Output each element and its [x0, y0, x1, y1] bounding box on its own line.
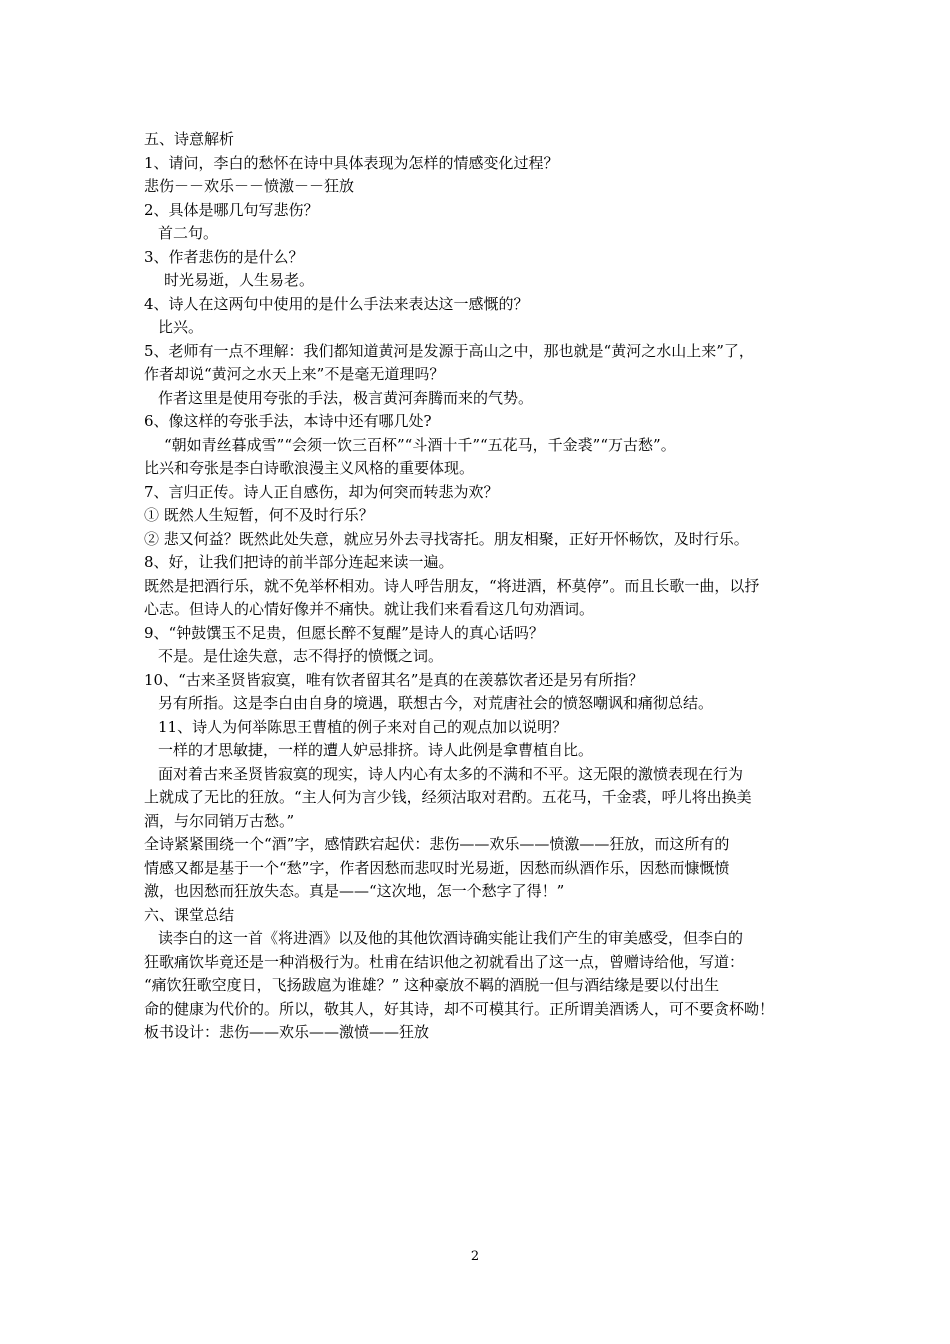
answer-10: 另有所指。这是李白由自身的境遇，联想古今，对荒唐社会的愤怒嘲讽和痛彻总结。 [158, 694, 714, 712]
question-2: 2、具体是哪几句写悲伤？ [144, 200, 319, 219]
paragraph-8-line-2: 心志。但诗人的心情好像并不痛快。就让我们来看看这几句劝酒词。 [144, 600, 595, 618]
section-heading-5: 五、诗意解析 [144, 130, 235, 148]
paragraph-11-line-1: 面对着古来圣贤皆寂寞的现实，诗人内心有太多的不满和不平。这无限的激愤表现在行为 [158, 764, 744, 783]
document-body [144, 128, 820, 1045]
question-9: 9、“钟鼓馔玉不足贵，但愿长醉不复醒”是诗人的真心话吗？ [144, 623, 544, 642]
paragraph-8-line-1: 既然是把酒行乐，就不免举杯相劝。诗人呼告朋友，“将进酒，杯莫停”。而且长歌一曲，以抒 [144, 576, 760, 595]
paragraph-11-line-3: 酒，与尔同销万古愁。” [144, 811, 295, 830]
conclusion-line-3: “痛饮狂歌空度日，飞扬跋扈为谁雄？” 这种豪放不羁的酒脱一但与酒结缘是要以付出生 [144, 976, 720, 994]
answer-11: 一样的才思敏捷，一样的遭人妒忌排挤。诗人此例是拿曹植自比。 [158, 741, 594, 759]
question-10: 10、“古来圣贤皆寂寞，唯有饮者留其名”是真的在羡慕饮者还是另有所指？ [144, 670, 644, 689]
question-7: 7、言归正传。诗人正自感伤，却为何突而转悲为欢？ [144, 482, 499, 501]
board-design: 板书设计：悲伤——欢乐——激愤——狂放 [144, 1023, 430, 1041]
answer-5: 作者这里是使用夸张的手法，极言黄河奔腾而来的气势。 [158, 388, 534, 407]
question-3: 3、作者悲伤的是什么？ [144, 247, 304, 266]
question-11: 11、诗人为何举陈思王曹植的例子来对自己的观点加以说明？ [158, 717, 568, 736]
conclusion-line-1: 读李白的这一首《将进酒》以及他的其他饮酒诗确实能让我们产生的审美感受，但李白的 [158, 929, 744, 947]
answer-6-line-2: 比兴和夸张是李白诗歌浪漫主义风格的重要体现。 [144, 459, 475, 477]
answer-3: 时光易逝，人生易老。 [164, 271, 315, 289]
answer-9: 不是。是仕途失意，志不得抒的愤慨之词。 [158, 647, 444, 665]
paragraph-11-line-2: 上就成了无比的狂放。“主人何为言少钱，经须沽取对君酌。五花马，千金裘，呼儿将出换美 [144, 788, 752, 806]
page-number: 2 [470, 1249, 480, 1264]
answer-7-point-1: ① 既然人生短暂，何不及时行乐？ [144, 506, 374, 524]
question-8: 8、好，让我们把诗的前半部分连起来读一遍。 [144, 553, 454, 571]
conclusion-line-2: 狂歌痛饮毕竟还是一种消极行为。杜甫在结识他之初就看出了这一点，曾赠诗给他，写道： [144, 952, 745, 971]
answer-4: 比兴。 [158, 318, 204, 336]
question-4: 4、诗人在这两句中使用的是什么手法来表达这一感慨的？ [144, 294, 529, 313]
question-6: 6、像这样的夸张手法，本诗中还有哪几处? [144, 412, 432, 430]
section-heading-6: 六、课堂总结 [144, 905, 235, 924]
answer-6-line-1: “朝如青丝暮成雪”“会须一饮三百杯”“斗酒十千”“五花马，千金裘”“万古愁”。 [164, 435, 676, 454]
summary-paragraph-line-1: 全诗紧紧围绕一个“酒”字，感情跌宕起伏：悲伤——欢乐——愤激——狂放，而这所有的 [144, 835, 730, 853]
question-1: 1、请问，李白的愁怀在诗中具体表现为怎样的情感变化过程？ [144, 153, 559, 172]
conclusion-line-4: 命的健康为代价的。所以，敬其人，好其诗，却不可模其行。正所谓美酒诱人，可不要贪杯呦！ [144, 999, 775, 1018]
answer-2: 首二句。 [158, 224, 219, 242]
summary-paragraph-line-2: 情感又都是基于一个“愁”字，作者因愁而悲叹时光易逝，因愁而纵酒作乐，因愁而慷慨愤 [144, 858, 730, 877]
summary-paragraph-line-3: 激，也因愁而狂放失态。真是——“这次地，怎一个愁字了得！” [144, 882, 565, 900]
answer-7-point-2: ② 悲又何益？既然此处失意，就应另外去寻找寄托。朋友相聚，正好开怀畅饮，及时行乐。 [144, 529, 749, 548]
question-5-line-1: 5、老师有一点不理解：我们都知道黄河是发源于高山之中，那也就是“黄河之水山上来”了， [144, 341, 754, 360]
answer-1: 悲伤－－欢乐－－愤激－－狂放 [144, 177, 355, 195]
question-5-line-2: 作者却说“黄河之水天上来”不是毫无道理吗？ [144, 365, 445, 383]
